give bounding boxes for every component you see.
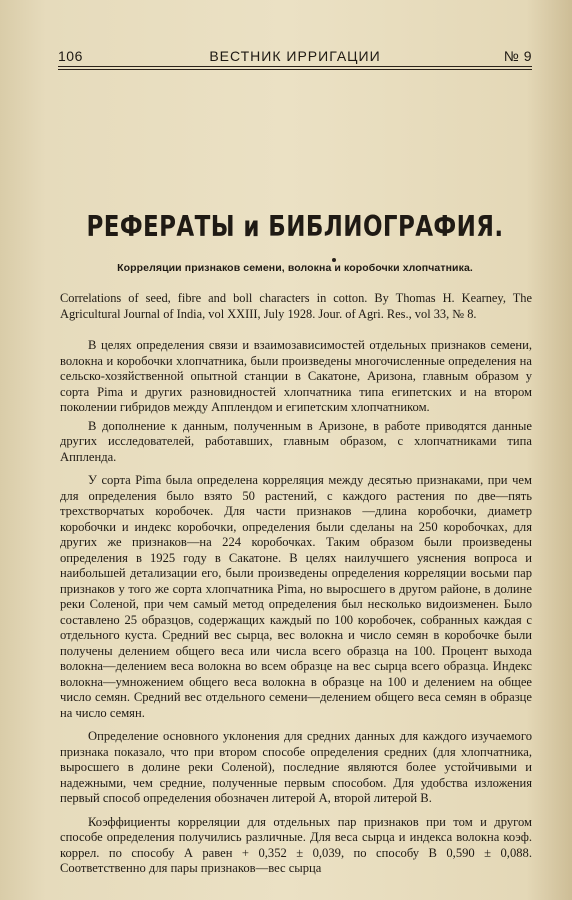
paragraph-4: Определение основного уклонения для средних данных для каждого изучаемого признака показало, что при втором способе определения средних (для хлопчатника, выросшего в долине реки Соленой), последние являются более устойчивыми и надежными, чем средние, полученные первым способом. Для удобства изложения первый способ определения обозначен литерой А, второй литерой В.	[60, 729, 532, 805]
paragraph-3: У сорта Pima была определена корреляция между десятью признаками, при чем для определения было взято 50 растений, с каждого растения по две—пять трехстворчатых коробочек. Для части признаков —длина коробочки, диаметр коробочки и индекс коробочки, определения были сделаны на 250 коробочках, для других же признаков—на 224 коробочках. Таким образом были произведены определения в 1925 году в Сакатоне. В целях наилучшего уяснения вопроса и наибольшей детализации его, были произведены определения корреляции восьми пар признаков у того же сорта хлопчатника Pima, но выросшего в другом районе, в долине реки Соленой, при чем самый метод определения был несколько видоизменен. Было составлено 25 образцов, содержащих каждый по 100 коробочек, собранных каждая с отдельного куста. Средний вес сырца, вес волокна и число семян в коробочке были получены делением общего веса или числа всего образца на 100. Процент выхода волокна—делением веса волокна во всем образце на вес сырца всего образца. Индекс волокна—умножением общего веса волокна в образце на 100 и делением на общее число семян. Средний вес отдельного семени—делением общего веса семян в образце на число семян.	[60, 473, 532, 720]
running-header	[58, 48, 532, 68]
header-rule	[58, 66, 532, 67]
journal-title: ВЕСТНИК ИРРИГАЦИИ	[209, 48, 381, 64]
article-body	[60, 338, 532, 877]
page-number: 106	[58, 48, 83, 64]
section-title: РЕФЕРАТЫ и БИБЛИОГРАФИЯ.	[86, 210, 504, 244]
paragraph-5: Коэффициенты корреляции для отдельных пар признаков при том и другом способе определения получились различные. Для веса сырца и индекса волокна коэф. коррел. по способу А равен + 0,352 ± 0,039, по способу В 0,590 ± 0,088. Соответственно для пары признаков—вес сырца	[60, 814, 532, 875]
header-rule-thin	[58, 69, 532, 70]
paragraph-2: В дополнение к данным, полученным в Аризоне, в работе приводятся данные других исследователей, работавших, главным образом, с хлопчатниками типа Аппленда.	[60, 418, 532, 464]
issue-number: № 9	[503, 48, 532, 64]
article-subtitle: Корреляции признаков семени, волокна и коробочки хлопчатника.	[117, 262, 473, 274]
article-citation: Correlations of seed, fibre and boll characters in cotton. By Thomas H. Kearney, The Agricultural Journal of India, vol XXIII, July 1928. Jour. of Agri. Res., vol 33, № 8.	[60, 291, 532, 321]
paragraph-1: В целях определения связи и взаимозависимостей отдельных признаков семени, волокна и коробочки хлопчатника, были произведены многочисленные определения на сельско-хозяйственной опытной станции в Сакатоне, Аризона, главным образом у сорта Pima и других разновидностей хлопчатника типа египетских и на втором поколении гибридов между Апплендом и египетским хлопчатником.	[60, 338, 532, 414]
